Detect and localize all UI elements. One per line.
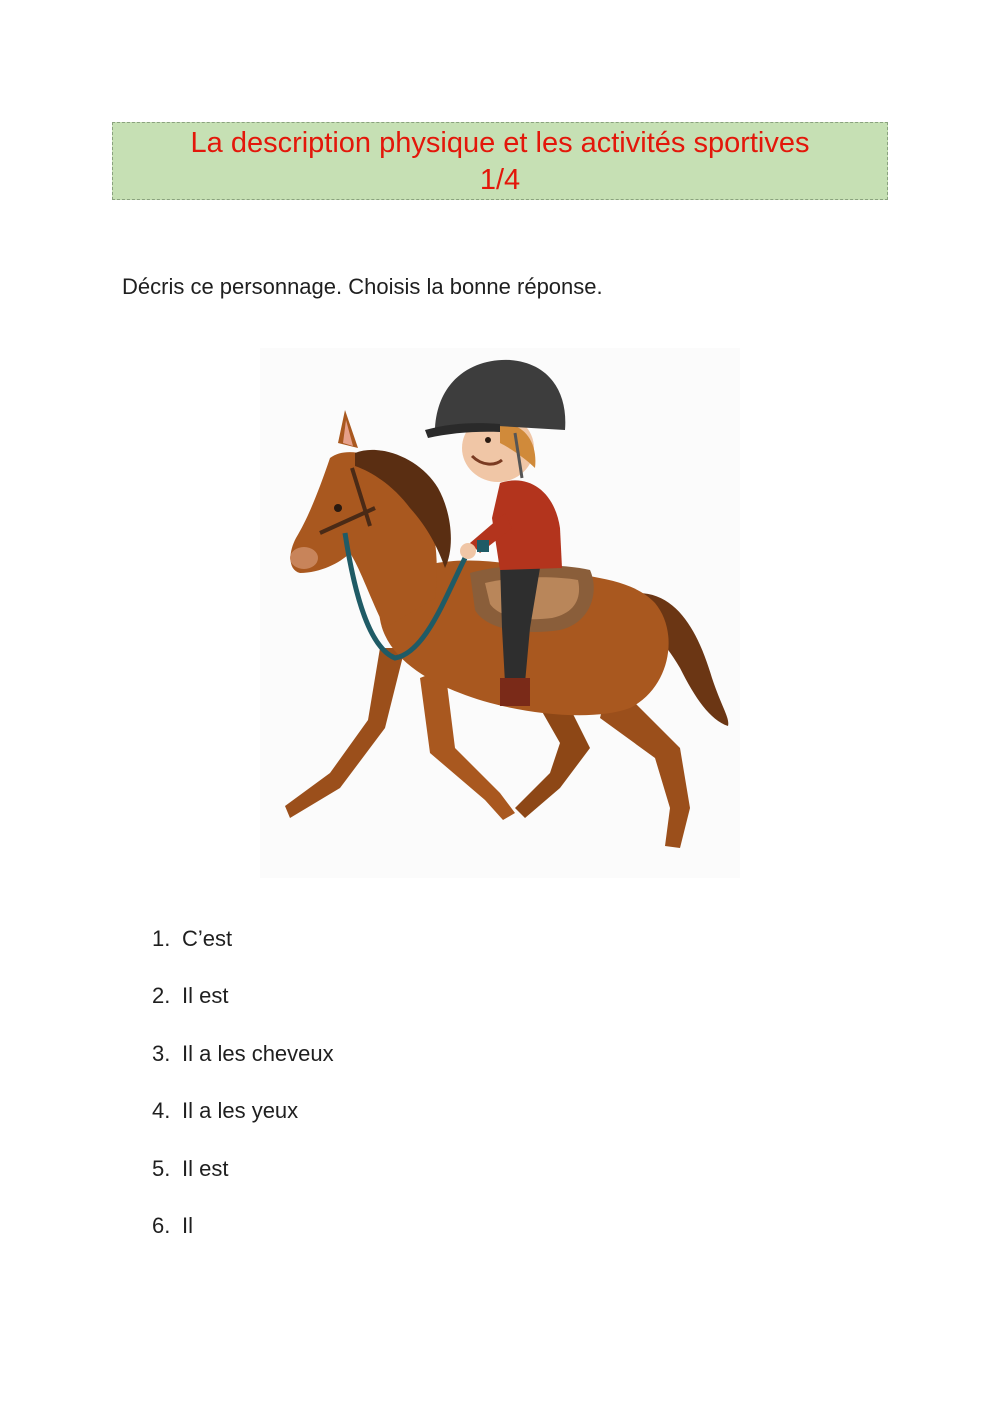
instruction-text: Décris ce personnage. Choisis la bonne réponse. — [122, 274, 603, 299]
item-text: C’est — [182, 926, 233, 951]
item-number: 1. — [152, 926, 171, 951]
item-number: 6. — [152, 1212, 171, 1238]
item-number: 3. — [152, 1040, 171, 1066]
list-item — [152, 983, 334, 1040]
list-item — [152, 1041, 334, 1098]
list-item — [152, 1213, 334, 1270]
list-item — [152, 1098, 334, 1155]
item-text: Il est — [182, 1155, 229, 1181]
worksheet-title — [112, 122, 888, 200]
item-number: 5. — [152, 1155, 171, 1181]
list-item — [152, 926, 334, 983]
horse-rider-illustration — [260, 348, 740, 878]
question-list — [152, 926, 334, 1270]
title-line-1: La description physique et les activités sportives — [190, 127, 810, 159]
item-text: Il est — [182, 983, 229, 1009]
item-text: Il — [182, 1212, 193, 1238]
item-number: 4. — [152, 1098, 171, 1124]
item-text: Il a les yeux — [182, 1098, 299, 1124]
horse-rider-icon — [260, 348, 740, 878]
item-text: Il a les cheveux — [182, 1040, 334, 1066]
item-number: 2. — [152, 983, 171, 1009]
title-line-2: 1/4 — [479, 164, 521, 196]
list-item — [152, 1156, 334, 1213]
